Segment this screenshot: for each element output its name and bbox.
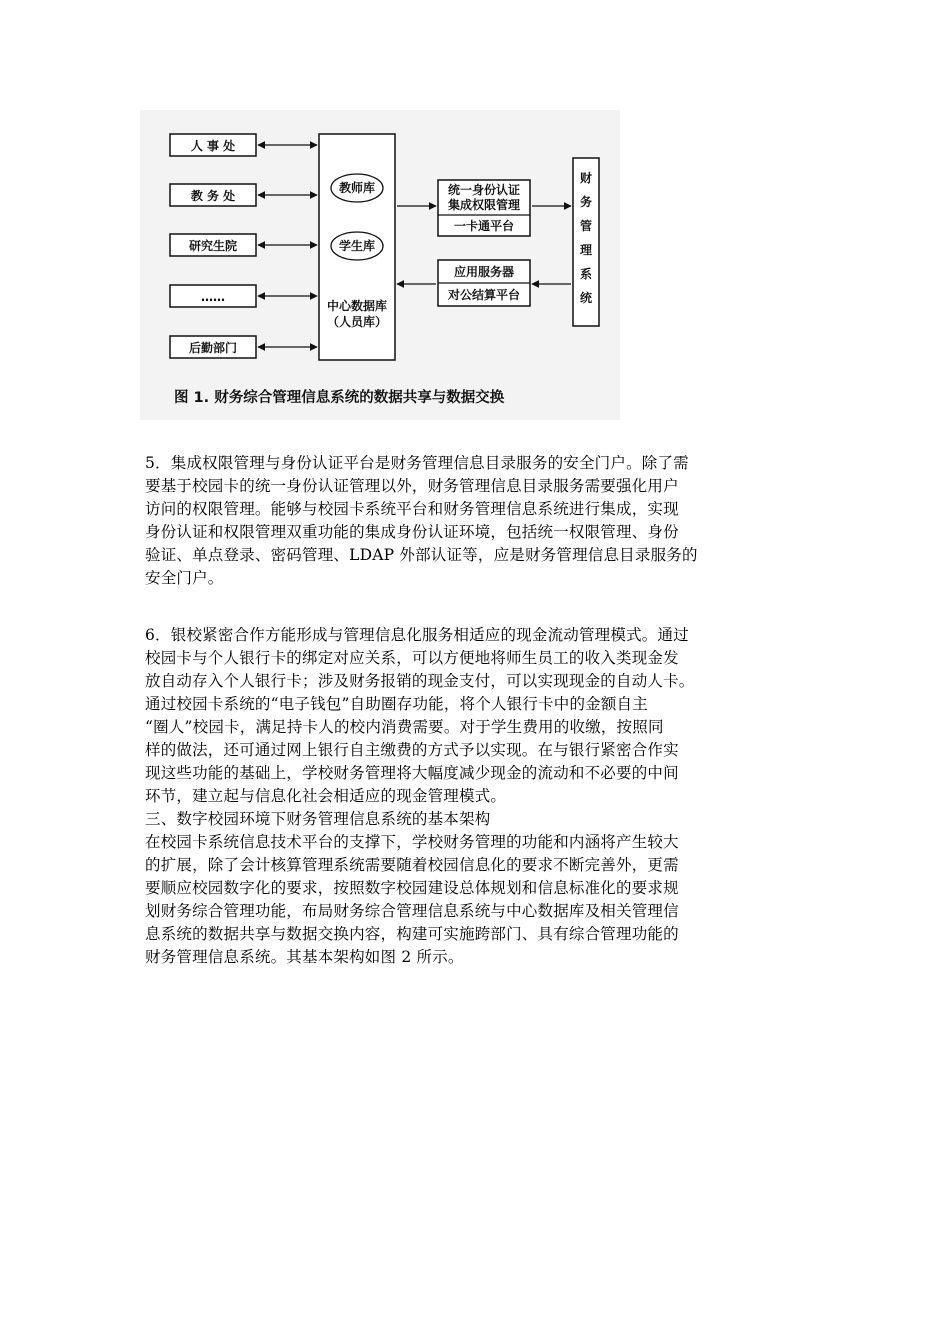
figure-caption: 图 1. 财务综合管理信息系统的数据共享与数据交换	[174, 390, 505, 406]
section-3-line-6: 财务管理信息系统。其基本架构如图 2 所示。	[145, 948, 464, 966]
section-3-line-5: 息系统的数据共享与数据交换内容，构建可实施跨部门、具有综合管理功能的	[145, 925, 679, 943]
section-3-line-2: 的扩展，除了会计核算管理系统需要随着校园信息化的要求不断完善外，更需	[145, 856, 679, 874]
dept-label-ellipsis: ……	[201, 290, 225, 304]
data-sharing-diagram	[140, 110, 620, 420]
para5-line-4: 身份认证和权限管理双重功能的集成身份认证环境，包括统一权限管理、身份	[145, 523, 679, 541]
settlement-platform-label: 对公结算平台	[447, 288, 521, 302]
dept-box-personnel	[170, 134, 256, 156]
app-server-label: 应用服务器	[453, 265, 515, 279]
teacher-db-label: 教师库	[338, 181, 376, 195]
paragraph-5	[145, 452, 825, 590]
permission-mgmt-label: 集成权限管理	[447, 198, 521, 212]
para5-line-1: 5．集成权限管理与身份认证平台是财务管理信息目录服务的安全门户。除了需	[145, 454, 689, 472]
paragraph-6	[145, 624, 825, 969]
finance-system-label: 财务管理系统	[579, 171, 593, 305]
para6-line-8: 环节，建立起与信息化社会相适应的现金管理模式。	[145, 787, 507, 805]
para6-line-1: 6．银校紧密合作方能形成与管理信息化服务相适应的现金流动管理模式。通过	[145, 626, 689, 644]
dept-label-logistics: 后勤部门	[188, 341, 238, 355]
para5-line-2: 要基于校园卡的统一身份认证管理以外，财务管理信息目录服务需要强化用户	[145, 477, 679, 495]
section-3-line-4: 划财务综合管理功能，布局财务综合管理信息系统与中心数据库及相关管理信	[145, 902, 679, 920]
central-db-label: 中心数据库	[326, 299, 388, 313]
para6-line-6: 样的做法，还可通过网上银行自主缴费的方式予以实现。在与银行紧密合作实	[145, 741, 679, 759]
para6-line-4: 通过校园卡系统的“电子钱包”自助圈存功能，将个人银行卡中的金额自主	[145, 695, 648, 713]
section-3-heading: 三、数字校园环境下财务管理信息系统的基本架构	[145, 810, 491, 828]
finance-system-box	[573, 158, 599, 326]
figure-1-diagram	[140, 110, 620, 420]
section-3-line-1: 在校园卡系统信息技术平台的支撑下，学校财务管理的功能和内涵将产生较大	[145, 833, 679, 851]
identity-auth-label: 统一身份认证	[447, 183, 521, 197]
student-db-label: 学生库	[338, 239, 376, 253]
central-database-box	[319, 134, 395, 360]
para6-line-2: 校园卡与个人银行卡的绑定对应关系，可以方便地将师生员工的收入类现金发	[145, 649, 679, 667]
dept-label-personnel: 人 事 处	[190, 139, 236, 153]
dept-label-academic: 教 务 处	[190, 189, 236, 203]
dept-label-graduate: 研究生院	[188, 239, 238, 253]
para5-line-3: 访问的权限管理。能够与校园卡系统平台和财务管理信息系统进行集成，实现	[145, 500, 679, 518]
section-3-line-3: 要顺应校园数字化的要求，按照数字校园建设总体规划和信息标准化的要求规	[145, 879, 679, 897]
dept-box-academic	[170, 184, 256, 206]
para6-line-3: 放自动存入个人银行卡；涉及财务报销的现金支付，可以实现现金的自动人卡。	[145, 672, 695, 690]
para5-line-6: 安全门户。	[145, 569, 224, 587]
para5-line-5: 验证、单点登录、密码管理、LDAP 外部认证等，应是财务管理信息目录服务的	[145, 546, 698, 564]
dept-box-ellipsis	[170, 285, 256, 307]
upper-platform-box	[438, 180, 530, 236]
para6-line-7: 现这些功能的基础上，学校财务管理将大幅度减少现金的流动和不必要的中间	[145, 764, 679, 782]
dept-box-logistics	[170, 336, 256, 358]
dept-box-graduate	[170, 234, 256, 256]
lower-platform-box	[438, 260, 530, 306]
card-platform-label: 一卡通平台	[453, 219, 515, 233]
central-db-sublabel: （人员库）	[326, 315, 388, 329]
dept-center-arrows	[258, 145, 317, 347]
para6-line-5: “圈人”校园卡，满足持卡人的校内消费需要。对于学生费用的收缴，按照同	[145, 718, 664, 736]
